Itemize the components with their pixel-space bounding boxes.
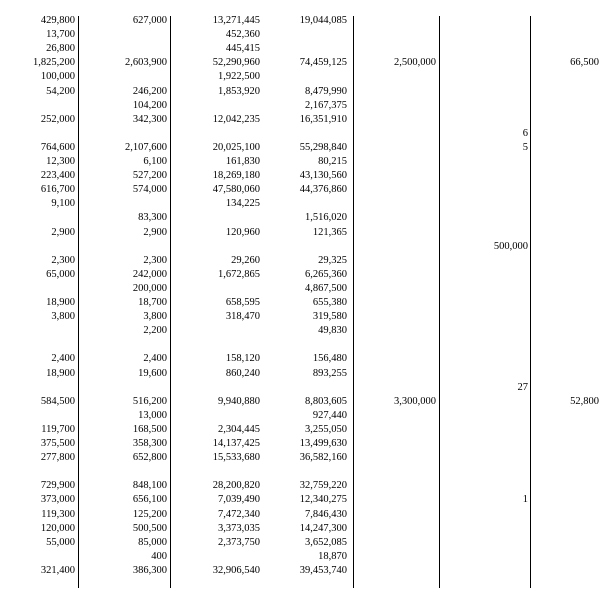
cell-c1: 100,000 — [40, 71, 75, 83]
cell-c3: 52,290,960 — [212, 57, 260, 69]
cell-c4: 319,580 — [312, 311, 347, 323]
cell-c4: 1,516,020 — [305, 212, 347, 224]
cell-c6: 5 — [522, 141, 528, 153]
cell-c3: 20,025,100 — [212, 141, 260, 153]
cell-c2: 2,200 — [143, 325, 167, 337]
cell-c1: 429,800 — [40, 15, 75, 26]
cell-c4: 121,365 — [312, 226, 347, 238]
cell-c1: 55,000 — [46, 536, 75, 548]
cell-c1: 252,000 — [40, 113, 75, 125]
cell-c3: 14,137,425 — [212, 438, 260, 449]
cell-c4: 44,376,860 — [299, 184, 347, 196]
cell-c1: 26,800 — [46, 43, 75, 55]
cell-c1: 375,500 — [40, 438, 75, 449]
cell-c2: 2,400 — [143, 353, 167, 365]
cell-c3: 32,906,540 — [212, 564, 260, 576]
cell-c3: 29,260 — [231, 254, 260, 266]
cell-c1: 277,800 — [40, 452, 75, 464]
cell-c2: 500,500 — [132, 522, 167, 534]
cell-c1: 321,400 — [40, 564, 75, 576]
column-divider — [530, 16, 531, 588]
cell-c2: 2,900 — [143, 226, 167, 238]
cell-c2: 18,700 — [138, 297, 167, 308]
cell-c3: 134,225 — [225, 198, 260, 210]
cell-c4: 655,380 — [312, 297, 347, 308]
cell-c3: 120,960 — [225, 226, 260, 238]
cell-c4: 14,247,300 — [299, 522, 347, 534]
cell-c3: 1,853,920 — [218, 85, 260, 97]
cell-c2: 627,000 — [132, 15, 167, 26]
cell-c3: 318,470 — [225, 311, 260, 323]
cell-c3: 2,304,445 — [218, 423, 260, 435]
cell-c2: 6,100 — [143, 156, 167, 167]
cell-c1: 729,900 — [40, 480, 75, 492]
cell-c2: 342,300 — [132, 113, 167, 125]
cell-c1: 223,400 — [40, 170, 75, 182]
cell-c4: 3,652,085 — [305, 536, 347, 548]
cell-c2: 656,100 — [132, 494, 167, 506]
cell-c3: 161,830 — [225, 156, 260, 167]
cell-c2: 200,000 — [132, 282, 167, 294]
cell-c3: 47,580,060 — [212, 184, 260, 196]
cell-c1: 373,000 — [40, 494, 75, 506]
cell-c2: 125,200 — [132, 508, 167, 520]
cell-c4: 80,215 — [318, 156, 347, 167]
cell-c2: 848,100 — [132, 480, 167, 492]
cell-c3: 28,200,820 — [212, 480, 260, 492]
cell-c2: 168,500 — [132, 423, 167, 435]
cell-c1: 1,825,200 — [33, 57, 75, 69]
cell-c3: 9,940,880 — [218, 395, 260, 407]
column-divider — [78, 16, 79, 588]
cell-c2: 242,000 — [132, 268, 167, 280]
cell-c2: 527,200 — [132, 170, 167, 182]
cell-c1: 2,900 — [51, 226, 75, 238]
cell-c2: 13,000 — [138, 409, 167, 421]
cell-c4: 55,298,840 — [299, 141, 347, 153]
cell-c4: 7,846,430 — [305, 508, 347, 520]
cell-c4: 36,582,160 — [299, 452, 347, 464]
cell-c4: 893,255 — [312, 367, 347, 379]
cell-c4: 43,130,560 — [299, 170, 347, 182]
cell-c5: 3,300,000 — [394, 395, 436, 407]
cell-c2: 85,000 — [138, 536, 167, 548]
cell-c2: 2,603,900 — [125, 57, 167, 69]
cell-c4: 13,499,630 — [299, 438, 347, 449]
cell-c2: 652,800 — [132, 452, 167, 464]
cell-c4: 49,830 — [318, 325, 347, 337]
cell-c3: 860,240 — [225, 367, 260, 379]
cell-c3: 7,472,340 — [218, 508, 260, 520]
cell-c3: 13,271,445 — [212, 15, 260, 26]
cell-c1: 119,300 — [41, 508, 75, 520]
cell-c4: 927,440 — [312, 409, 347, 421]
cell-c4: 2,167,375 — [305, 99, 347, 111]
cell-c2: 358,300 — [132, 438, 167, 449]
cell-c1: 3,800 — [51, 311, 75, 323]
cell-c1: 2,400 — [51, 353, 75, 365]
cell-c4: 156,480 — [312, 353, 347, 365]
cell-c1: 616,700 — [40, 184, 75, 196]
cell-c2: 516,200 — [132, 395, 167, 407]
cell-c1: 119,700 — [41, 423, 75, 435]
cell-c4: 3,255,050 — [305, 423, 347, 435]
cell-c6: 6 — [522, 127, 528, 139]
cell-c1: 18,900 — [46, 367, 75, 379]
cell-c2: 574,000 — [132, 184, 167, 196]
column-divider — [170, 16, 171, 588]
cell-c6: 27 — [517, 381, 528, 393]
cell-c4: 12,340,275 — [299, 494, 347, 506]
cell-c1: 764,600 — [40, 141, 75, 153]
cell-c1: 584,500 — [40, 395, 75, 407]
cell-c4: 19,044,085 — [299, 15, 347, 26]
cell-c4: 29,325 — [318, 254, 347, 266]
cell-c2: 386,300 — [132, 564, 167, 576]
cell-c7: 66,500 — [570, 57, 599, 69]
column-divider — [353, 16, 354, 588]
cell-c6: 500,000 — [493, 240, 528, 252]
cell-c2: 2,300 — [143, 254, 167, 266]
cell-c3: 3,373,035 — [218, 522, 260, 534]
cell-c1: 2,300 — [51, 254, 75, 266]
cell-c1: 13,700 — [46, 29, 75, 41]
cell-c7: 52,800 — [570, 395, 599, 407]
cell-c3: 15,533,680 — [212, 452, 260, 464]
cell-c3: 12,042,235 — [212, 113, 260, 125]
cell-c4: 6,265,360 — [305, 268, 347, 280]
cell-c3: 445,415 — [225, 43, 260, 55]
cell-c4: 74,459,125 — [299, 57, 347, 69]
cell-c1: 12,300 — [46, 156, 75, 167]
cell-c4: 4,867,500 — [305, 282, 347, 294]
cell-c6: 1 — [522, 494, 528, 506]
cell-c2: 400 — [151, 550, 167, 562]
cell-c3: 7,039,490 — [218, 494, 260, 506]
cell-c4: 18,870 — [318, 550, 347, 562]
cell-c3: 452,360 — [225, 29, 260, 41]
cell-c3: 1,672,865 — [218, 268, 260, 280]
cell-c2: 104,200 — [132, 99, 167, 111]
cell-c1: 120,000 — [40, 522, 75, 534]
cell-c3: 2,373,750 — [218, 536, 260, 548]
cell-c4: 16,351,910 — [299, 113, 347, 125]
cell-c1: 9,100 — [51, 198, 75, 210]
cell-c3: 1,922,500 — [218, 71, 260, 83]
cell-c4: 8,479,990 — [305, 85, 347, 97]
cell-c1: 54,200 — [46, 85, 75, 97]
cell-c4: 8,803,605 — [305, 395, 347, 407]
cell-c3: 658,595 — [225, 297, 260, 308]
cell-c3: 158,120 — [225, 353, 260, 365]
column-divider — [439, 16, 440, 588]
cell-c2: 246,200 — [132, 85, 167, 97]
cell-c1: 18,900 — [46, 297, 75, 308]
cell-c5: 2,500,000 — [394, 57, 436, 69]
cell-c4: 32,759,220 — [299, 480, 347, 492]
cell-c2: 83,300 — [138, 212, 167, 224]
cell-c3: 18,269,180 — [212, 170, 260, 182]
cell-c4: 39,453,740 — [299, 564, 347, 576]
cell-c2: 2,107,600 — [125, 141, 167, 153]
cell-c1: 65,000 — [46, 268, 75, 280]
cell-c2: 19,600 — [138, 367, 167, 379]
cell-c2: 3,800 — [143, 311, 167, 323]
